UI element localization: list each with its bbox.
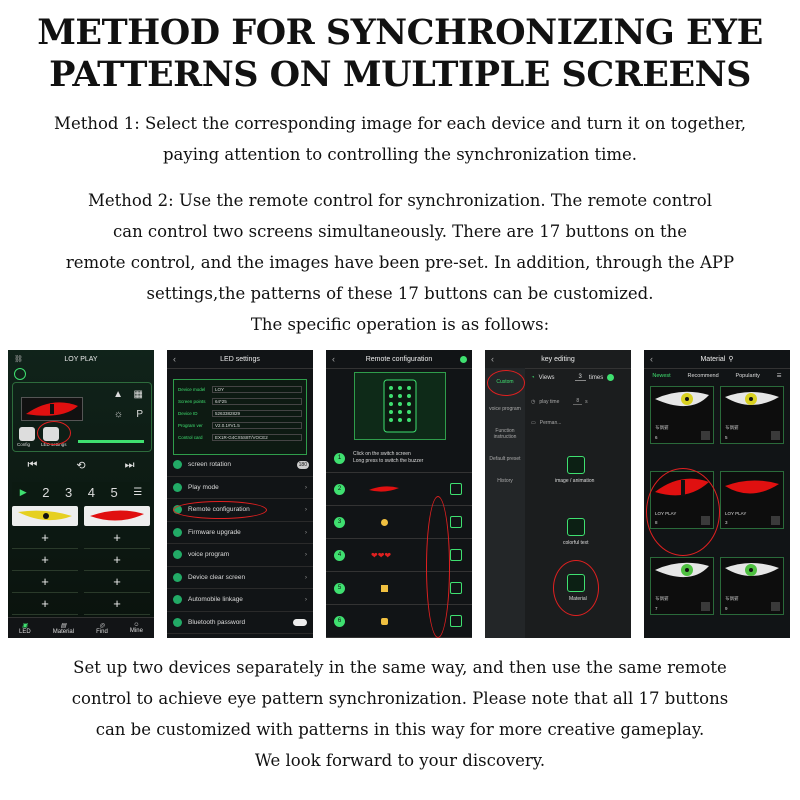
firmware-icon [173, 528, 182, 537]
led-icon: ▣ [22, 622, 28, 629]
back-icon[interactable]: ‹ [332, 354, 335, 364]
button-number: 3 [334, 517, 345, 528]
thumb-likes: 5 [725, 435, 728, 440]
check-icon[interactable] [607, 374, 614, 381]
method2-line: Method 2: Use the remote control for synchronization. The remote control [88, 191, 712, 210]
app-header [167, 350, 313, 369]
eye-preview [21, 397, 83, 421]
method-1-text [0, 108, 800, 170]
tab-mine[interactable] [130, 622, 143, 634]
toggle-switch[interactable] [293, 619, 307, 626]
remote-button-row[interactable] [326, 506, 472, 539]
thumb-likes: 9 [725, 605, 728, 611]
method2-line: The specific operation is as follows: [250, 315, 550, 334]
side-tab-label: Function instruction [493, 428, 517, 440]
edit-icon[interactable] [450, 483, 462, 495]
remote-button-row[interactable] [326, 473, 472, 506]
thumb-name: 布偶猫 [655, 595, 669, 601]
play-time-label: play time [539, 398, 560, 405]
remote-button-row[interactable] [326, 444, 472, 473]
chevron-right-icon: › [304, 551, 307, 559]
views-label: Views [538, 374, 555, 381]
setting-bluetooth-password[interactable] [167, 612, 313, 635]
brightness-slider[interactable] [78, 440, 144, 443]
side-tab-history[interactable] [485, 478, 525, 484]
tab-recommend[interactable]: Recommend [687, 373, 719, 379]
app-title: LOY PLAY [64, 355, 98, 363]
play-icon[interactable]: ▶ [19, 486, 27, 497]
method1-line: Method 1: Select the corresponding image for each device and turn it on together, [54, 114, 746, 133]
phone-screenshot-loy-play [8, 350, 154, 638]
hint-text [353, 451, 423, 465]
method2-line: can control two screens simultaneously. There are 17 buttons on the [112, 222, 688, 241]
add-pattern-button[interactable]: + [12, 596, 78, 615]
device-info-panel [173, 379, 307, 455]
digit-button[interactable]: 5 [110, 484, 118, 500]
pattern-slot-yellow-eye[interactable] [12, 506, 78, 526]
setting-label: Bluetooth password [188, 618, 246, 626]
playback-controls [8, 454, 154, 476]
button-number: 5 [334, 583, 345, 594]
thumb-likes: 7 [655, 605, 658, 611]
side-tab-label: Default preset [489, 456, 521, 462]
tab-label: LED [19, 628, 31, 635]
material-thumbnail[interactable] [720, 471, 784, 529]
tab-find[interactable] [96, 622, 108, 635]
method2-line: remote control, and the images have been pre-set. In addition, through the APP [65, 253, 735, 272]
remote-image [354, 372, 446, 440]
setting-label: screen rotation [188, 461, 231, 469]
send-icon[interactable] [771, 431, 780, 440]
thumb-name: LOY PLAY [725, 511, 747, 517]
clock-icon: ◷ [531, 398, 536, 405]
setting-device-clear-screen[interactable] [167, 567, 313, 590]
digit-button[interactable]: 4 [87, 484, 95, 500]
setting-label: Remote configuration [188, 506, 250, 514]
option-label: Material [569, 596, 587, 602]
add-pattern-button[interactable]: + [12, 552, 78, 571]
permanent-row [531, 420, 627, 426]
info-label: Device model [178, 386, 206, 392]
thumb-likes: 3 [725, 520, 728, 526]
material-thumbnail[interactable] [650, 386, 714, 444]
closing-line: We look forward to your discovery. [254, 751, 546, 770]
digit-bar [12, 482, 150, 502]
setting-label: voice program [188, 551, 230, 559]
tab-label: Find [96, 628, 108, 635]
thumb-name: 布偶猫 [725, 425, 739, 430]
chevron-right-icon: › [304, 573, 307, 581]
hearts-thumbnail: ❤❤❤ [371, 550, 392, 560]
permanent-icon: ▭ [531, 420, 536, 426]
views-row [531, 374, 627, 381]
option-label: image / animation [555, 478, 595, 484]
add-pattern-button[interactable]: + [12, 574, 78, 593]
loop-icon[interactable]: ⟲ [76, 459, 86, 472]
thumb-name: LOY PLAY [655, 511, 677, 517]
info-value: EX1R-G4CX5S8T/VOCE2 [212, 434, 302, 441]
remote-button-row[interactable] [326, 605, 472, 638]
highlight-oval [426, 496, 450, 638]
info-value: 64*25 [212, 398, 302, 405]
red-eye-thumbnail [367, 484, 401, 494]
phone-screenshot-material [644, 350, 790, 638]
add-pattern-button[interactable]: + [84, 596, 150, 615]
led-settings-label: LED settings [41, 442, 67, 447]
phone-screenshot-led-settings [167, 350, 313, 638]
highlight-oval [646, 468, 720, 556]
info-label: Device ID [178, 410, 198, 416]
prev-icon[interactable]: ⏮ [27, 458, 38, 471]
title-line-2: PATTERNS ON MULTIPLE SCREENS [49, 54, 751, 95]
option-colorful-text[interactable] [567, 518, 585, 536]
bottom-tab-bar [8, 617, 154, 638]
config-button[interactable] [19, 427, 35, 441]
tab-newest[interactable]: Newest [652, 373, 671, 379]
page-title [0, 12, 800, 96]
title-line-1: METHOD FOR SYNCHRONIZING EYE [37, 12, 763, 53]
link-icon[interactable]: ⛓ [14, 356, 23, 363]
button-number: 2 [334, 484, 345, 495]
edit-icon[interactable] [450, 516, 462, 528]
edit-icon[interactable] [450, 615, 462, 627]
method2-line: settings,the patterns of these 17 buttons can be customized. [146, 284, 654, 303]
times-label: times [588, 374, 604, 381]
tab-label: Material [52, 628, 75, 635]
tab-popularity[interactable]: Popularity [735, 373, 760, 379]
digit-button[interactable]: 2 [42, 484, 50, 500]
back-icon[interactable]: ‹ [491, 354, 494, 364]
info-label: Control card [178, 434, 203, 440]
app-header [644, 350, 790, 369]
pattern-slot-red-eye[interactable] [84, 506, 150, 526]
remote-button-row[interactable] [326, 539, 472, 572]
thumb-likes: 8 [655, 520, 658, 526]
add-pattern-button[interactable]: + [84, 552, 150, 571]
back-icon[interactable]: ‹ [650, 354, 653, 364]
app-header [326, 350, 472, 369]
rotation-icon [173, 460, 182, 469]
send-icon[interactable] [771, 602, 780, 611]
play-time-row [531, 398, 627, 405]
info-row [178, 431, 302, 443]
app-title: key editing [541, 355, 575, 363]
emoji-thumbnail [381, 519, 388, 526]
info-value: LOY [212, 386, 302, 393]
remote-button-row[interactable] [326, 572, 472, 605]
option-label: colorful text [563, 540, 589, 546]
config-label: Config [17, 442, 31, 447]
list-icon[interactable]: ☰ [133, 486, 143, 498]
side-tab-label: Custom [496, 379, 514, 385]
play-time-value[interactable]: 8 [573, 398, 582, 405]
closing-line: control to achieve eye pattern synchronization. Please note that all 17 buttons [71, 689, 729, 708]
closing-line: can be customized with patterns in this way for more creative gameplay. [95, 720, 705, 739]
digit-button[interactable]: 3 [64, 484, 73, 500]
play-time-unit: s [585, 398, 588, 405]
closing-line: Set up two devices separately in the same way, and then use the same remote [73, 658, 727, 677]
side-tab-label: History [497, 478, 513, 484]
thumb-name: 布偶猫 [725, 595, 739, 601]
grid-icon[interactable]: ▦ [133, 389, 143, 400]
setting-label: Device clear screen [188, 573, 246, 581]
emoji-thumbnail [381, 618, 388, 625]
chevron-right-icon: › [304, 483, 307, 491]
material-thumbnail[interactable] [650, 557, 714, 615]
bluetooth-icon [173, 618, 182, 627]
edit-icon[interactable] [450, 582, 462, 594]
app-header [8, 350, 154, 368]
highlight-oval [553, 560, 599, 616]
info-row [178, 395, 302, 407]
button-list [326, 444, 472, 638]
edit-icon[interactable] [450, 549, 462, 561]
chevron-right-icon: › [304, 596, 307, 604]
send-icon[interactable] [701, 602, 710, 611]
chevron-right-icon: › [304, 506, 307, 514]
remote-control-icon [382, 378, 418, 434]
option-image-animation[interactable] [567, 456, 585, 474]
button-number: 4 [334, 550, 345, 561]
hint-line: Click on the switch screen [353, 451, 411, 457]
back-icon[interactable]: ‹ [173, 354, 176, 364]
brightness-icon[interactable]: ☼ [113, 409, 123, 420]
app-header [485, 350, 631, 369]
clear-icon [173, 573, 182, 582]
info-label: Program ver [178, 422, 203, 428]
highlight-oval [487, 370, 525, 396]
button-number: 1 [334, 453, 345, 464]
sort-tabs [644, 369, 790, 383]
views-value[interactable]: 3 [575, 374, 586, 381]
setting-label: Firmware upgrade [188, 528, 241, 536]
views-icon: ◔ [531, 374, 535, 381]
hint-line: Long press to switch the buzzer [353, 458, 424, 464]
thumb-likes: 6 [655, 435, 658, 440]
button-number: 6 [334, 616, 345, 627]
app-title: LED settings [220, 355, 260, 363]
setting-firmware-upgrade[interactable] [167, 522, 313, 545]
add-pattern-button[interactable]: + [12, 530, 78, 549]
setting-automobile-linkage[interactable] [167, 589, 313, 612]
app-title: Remote configuration [365, 355, 433, 363]
list-icon[interactable]: ☰ [776, 373, 782, 379]
side-menu [485, 368, 525, 638]
find-icon: ◎ [99, 622, 105, 629]
material-thumbnail[interactable] [720, 386, 784, 444]
car-icon [173, 595, 182, 604]
settings-list [167, 454, 313, 634]
tab-led[interactable] [19, 622, 31, 635]
material-icon: ▤ [60, 622, 67, 629]
chevron-right-icon: › [304, 528, 307, 536]
mine-icon: ☺ [133, 622, 140, 628]
setting-remote-configuration[interactable] [167, 499, 313, 522]
voice-icon [173, 550, 182, 559]
setting-screen-rotation[interactable] [167, 454, 313, 477]
closing-text [0, 652, 800, 776]
add-pattern-button[interactable]: + [84, 530, 150, 549]
method1-line: paying attention to controlling the synchronization time. [162, 145, 638, 164]
help-icon[interactable] [460, 356, 467, 363]
phone-screenshot-key-editing [485, 350, 631, 638]
power-icon[interactable] [14, 368, 26, 380]
info-row [178, 419, 302, 431]
thumb-name: 布偶猫 [655, 425, 669, 430]
send-icon[interactable] [701, 431, 710, 440]
setting-play-mode[interactable] [167, 477, 313, 500]
add-pattern-button[interactable]: + [84, 574, 150, 593]
play-mode-icon [173, 483, 182, 492]
p-icon[interactable]: P [136, 409, 143, 420]
info-row [178, 383, 302, 395]
search-icon[interactable]: ⚲ [728, 356, 734, 363]
setting-label: Automobile linkage [188, 596, 243, 604]
rotation-value: 180 [298, 461, 307, 468]
highlight-oval [37, 421, 71, 445]
side-tab-voice-program[interactable] [485, 406, 525, 412]
info-row [178, 407, 302, 419]
hand-thumbnail [381, 585, 388, 592]
method-2-text [0, 185, 800, 340]
pattern-grid [12, 506, 150, 616]
material-thumbnail[interactable] [720, 557, 784, 615]
side-tab-default-preset[interactable] [485, 456, 525, 462]
setting-label: Play mode [188, 483, 219, 491]
info-value: V2.0.1#V1.5 [212, 422, 302, 429]
side-tab-label: voice program [489, 406, 521, 412]
side-tab-function-instruction[interactable] [485, 428, 525, 440]
next-icon[interactable]: ⏭ [124, 458, 135, 471]
info-label: Screen points [178, 398, 206, 404]
tab-label: Mine [129, 628, 143, 634]
app-title: Material [700, 355, 726, 363]
warning-icon[interactable]: ▲ [113, 389, 123, 400]
highlight-oval [173, 501, 267, 519]
info-value: 5263382829 [212, 410, 302, 417]
phone-screenshot-remote-configuration [326, 350, 472, 638]
setting-voice-program[interactable] [167, 544, 313, 567]
send-icon[interactable] [771, 516, 780, 525]
tab-material[interactable] [53, 622, 74, 635]
permanent-label: Perman... [539, 420, 562, 426]
